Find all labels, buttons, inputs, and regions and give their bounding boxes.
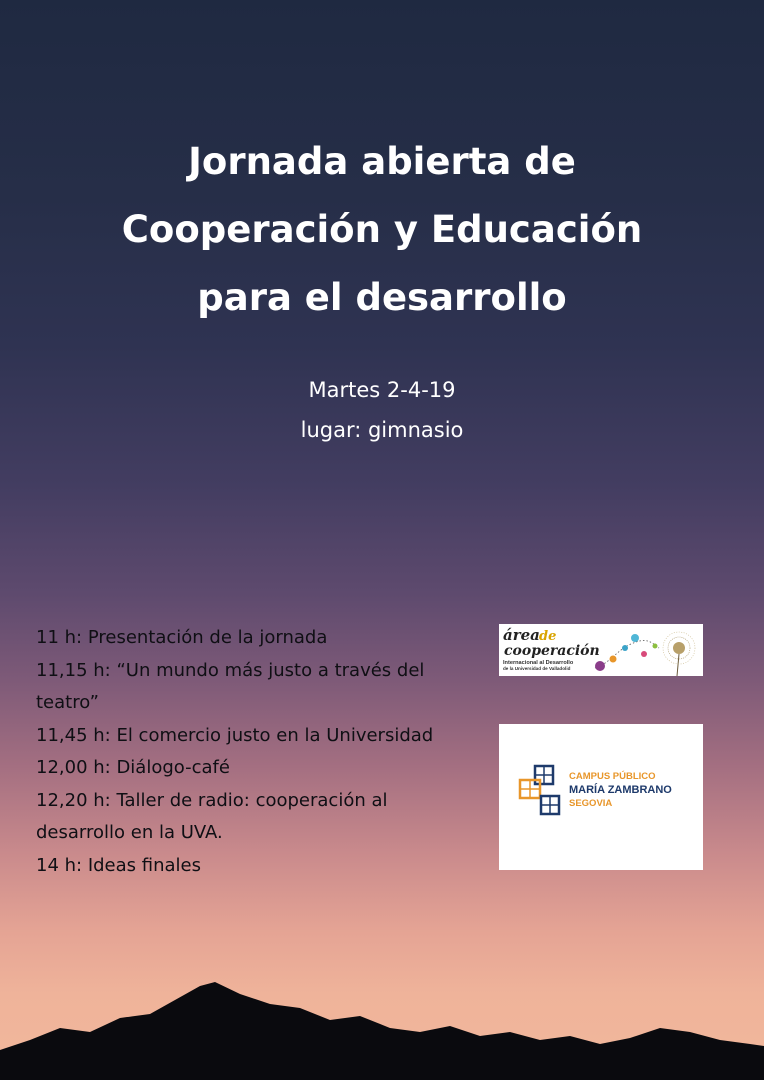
campus-line-3: SEGOVIA bbox=[569, 798, 613, 809]
event-date: Martes 2-4-19 bbox=[308, 378, 456, 402]
agenda-list bbox=[36, 622, 486, 882]
agenda-item: teatro” bbox=[36, 692, 99, 713]
logo-subtitle-2: de la Universidad de Valladolid bbox=[503, 666, 571, 671]
campus-logo-graphic bbox=[499, 724, 703, 870]
cooperacion-logo-graphic bbox=[499, 624, 703, 676]
title-line-2: Cooperación y Educación bbox=[121, 208, 643, 251]
agenda-item: 12,20 h: Taller de radio: cooperación al bbox=[36, 789, 388, 811]
agenda-item: 14 h: Ideas finales bbox=[36, 854, 201, 876]
campus-logo bbox=[499, 724, 703, 870]
logo-word-cooperacion: cooperación bbox=[504, 643, 600, 659]
agenda-item: 11,45 h: El comercio justo en la Universidad bbox=[36, 724, 434, 746]
campus-windows-icon bbox=[520, 766, 559, 814]
dandelion-icon bbox=[663, 632, 695, 676]
event-place: lugar: gimnasio bbox=[300, 418, 464, 442]
agenda-item: 11 h: Presentación de la jornada bbox=[36, 627, 328, 648]
logo-subtitle-1: Internacional al Desarrollo bbox=[503, 660, 574, 666]
logo-word-de: de bbox=[539, 629, 557, 644]
campus-line-1: CAMPUS PÚBLICO bbox=[569, 771, 656, 782]
logo-word-area: área bbox=[503, 626, 540, 644]
campus-line-2: MARÍA ZAMBRANO bbox=[569, 784, 672, 796]
seed-dot-icon bbox=[595, 661, 605, 671]
mountain-silhouette bbox=[0, 940, 764, 1080]
title-line-3: para el desarrollo bbox=[197, 276, 567, 319]
event-title bbox=[0, 128, 764, 332]
agenda-item: 11,15 h: “Un mundo más justo a través del bbox=[36, 659, 425, 681]
agenda-item: 12,00 h: Diálogo-café bbox=[36, 757, 230, 778]
title-line-1: Jornada abierta de bbox=[188, 140, 576, 183]
cooperacion-logo bbox=[499, 624, 703, 676]
agenda-item: desarrollo en la UVA. bbox=[36, 822, 223, 843]
